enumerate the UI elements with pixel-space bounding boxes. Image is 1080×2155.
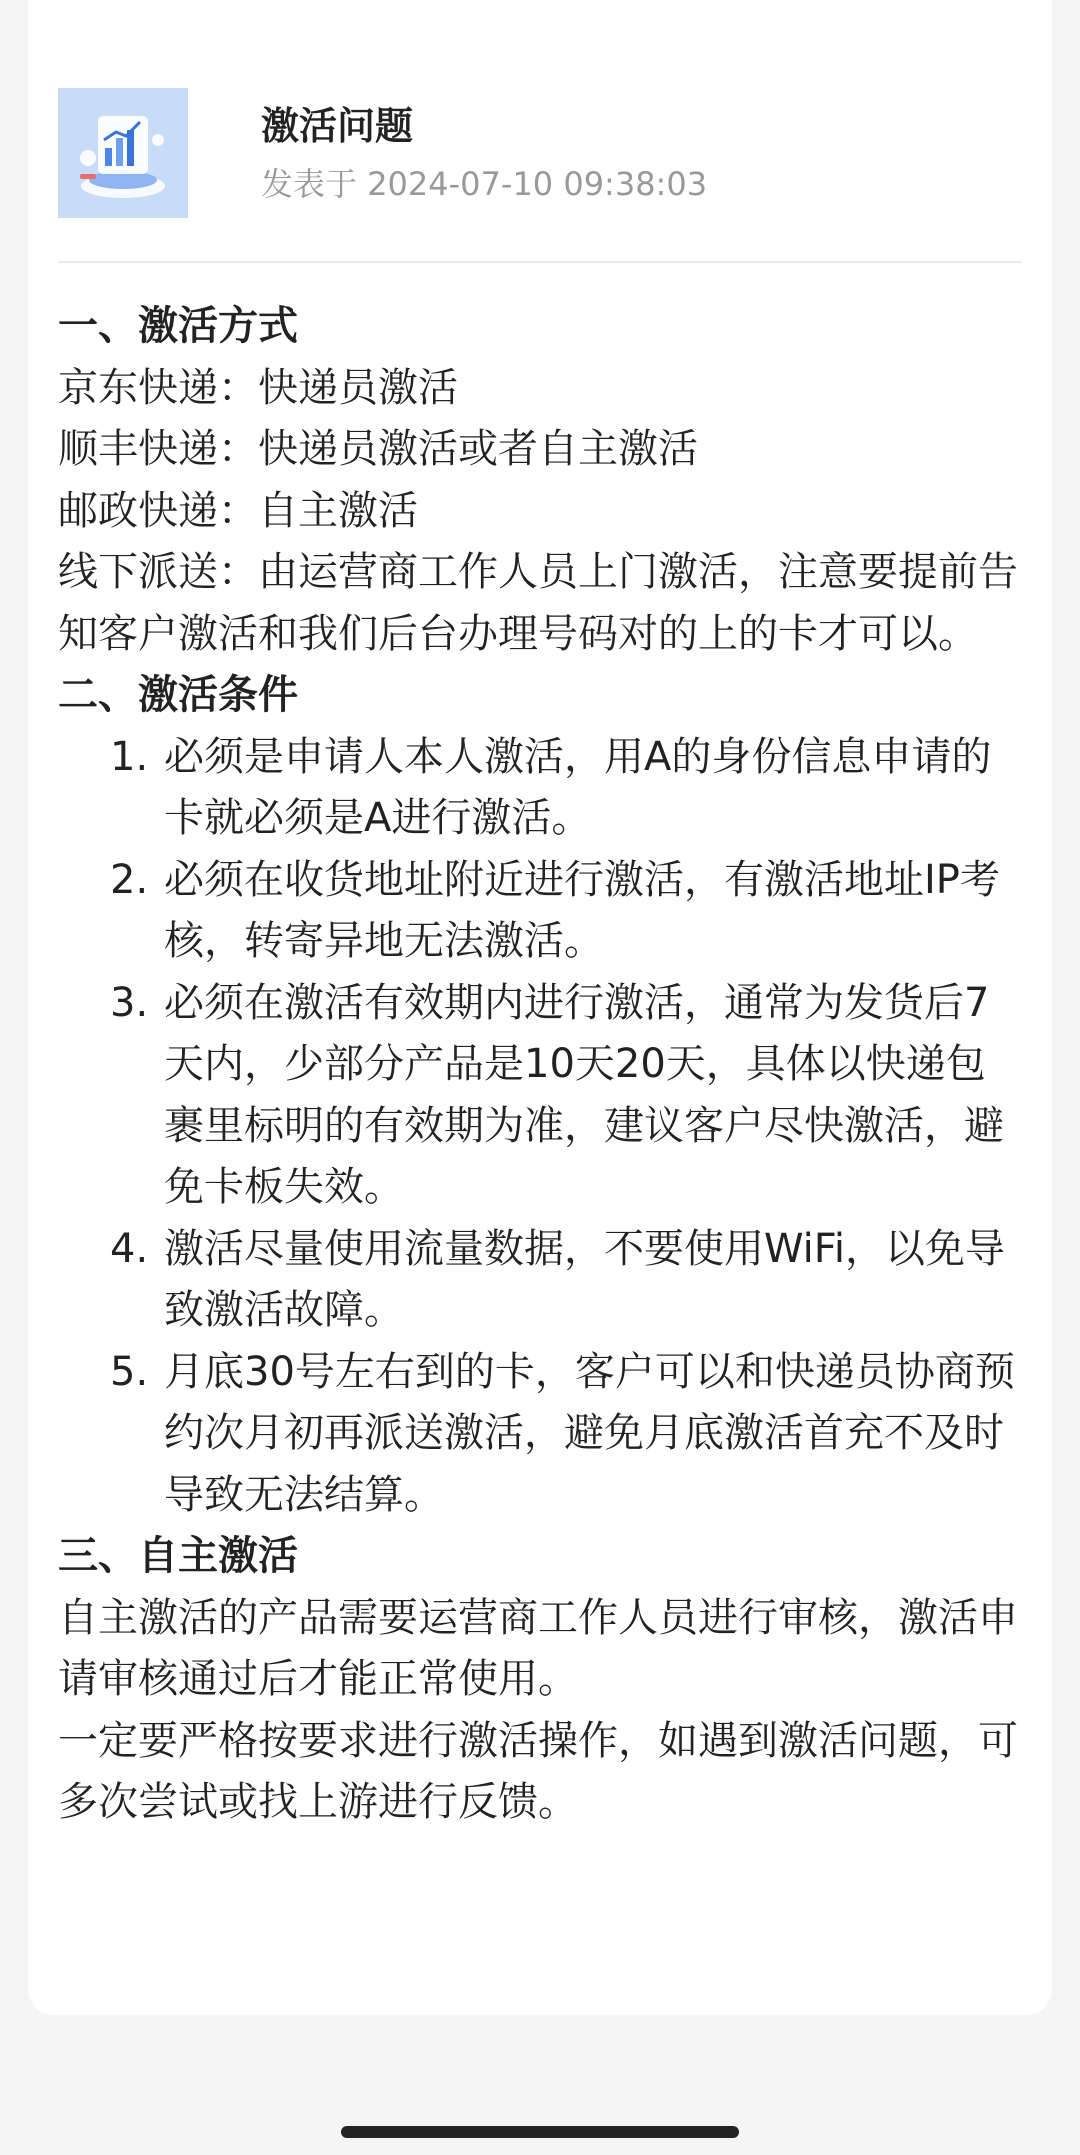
method-line: 京东快递：快递员激活 xyxy=(58,364,458,411)
section-heading-self-activation: 三、自主激活 xyxy=(58,1533,298,1579)
section-heading-methods: 一、激活方式 xyxy=(58,303,298,349)
method-line: 顺丰快递：快递员激活或者自主激活 xyxy=(58,426,698,472)
post-title: 激活问题 xyxy=(261,104,414,148)
self-activation-paragraph: 自主激活的产品需要运营商工作人员进行审核，激活申请审核通过后才能正常使用。 xyxy=(58,1594,1018,1702)
analytics-illustration-icon xyxy=(58,88,188,218)
post-datetime: 2024-07-10 09:38:03 xyxy=(367,165,708,203)
section-heading-conditions: 二、激活条件 xyxy=(58,672,298,718)
list-item xyxy=(58,973,1028,1219)
list-item-text: 激活尽量使用流量数据，不要使用WiFi，以免导致激活故障。 xyxy=(164,1225,1005,1333)
self-activation-paragraph: 一定要严格按要求进行激活操作，如遇到激活问题，可多次尝试或找上游进行反馈。 xyxy=(58,1717,1018,1825)
list-item-text: 必须在激活有效期内进行激活，通常为发货后7天内，少部分产品是10天20天，具体以快递包裹里标明的有效期为准，建议客户尽快激活，避免卡板失效。 xyxy=(164,979,1004,1210)
list-item-number: 2. xyxy=(110,856,149,903)
post-meta-prefix: 发表于 xyxy=(261,165,358,203)
conditions-list xyxy=(58,727,1028,1527)
post-content xyxy=(58,296,1028,1834)
post-header xyxy=(58,88,1022,218)
method-line: 邮政快递：自主激活 xyxy=(58,487,418,534)
list-item xyxy=(58,850,1028,973)
list-item-text: 必须是申请人本人激活，用A的身份信息申请的卡就必须是A进行激活。 xyxy=(164,733,992,841)
header-divider xyxy=(58,261,1022,263)
list-item xyxy=(58,727,1028,850)
post-thumbnail xyxy=(58,88,188,218)
list-item-number: 3. xyxy=(110,979,149,1026)
post-card xyxy=(28,0,1052,2015)
list-item xyxy=(58,1342,1028,1527)
list-item-text: 月底30号左右到的卡，客户可以和快递员协商预约次月初再派送激活，避免月底激活首充不及时导致无法结算。 xyxy=(164,1348,1015,1518)
list-item-number: 1. xyxy=(110,733,149,780)
list-item-number: 4. xyxy=(110,1225,149,1272)
list-item-number: 5. xyxy=(110,1348,149,1395)
list-item xyxy=(58,1219,1028,1342)
post-meta xyxy=(261,164,707,204)
method-line: 线下派送：由运营商工作人员上门激活，注意要提前告知客户激活和我们后台办理号码对的上的卡才可以。 xyxy=(58,549,1018,657)
list-item-text: 必须在收货地址附近进行激活，有激活地址IP考核，转寄异地无法激活。 xyxy=(164,856,1000,964)
home-indicator[interactable] xyxy=(341,2126,739,2138)
